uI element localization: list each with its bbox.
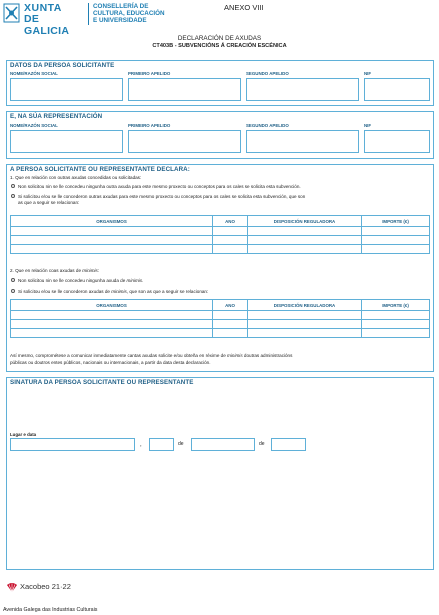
header-divider [88, 3, 89, 25]
xacobeo-logo [6, 581, 86, 595]
declaration-title: A PERSOA SOLICITANTE OU REPRESENTANTE DECLARA: [10, 166, 190, 173]
q1-option-yes-radio[interactable] [11, 194, 15, 198]
table2-header-organisms: ORGANISMOS [11, 300, 213, 311]
de-label-2: de [259, 441, 265, 447]
aid-table-2 [10, 299, 430, 338]
representative-surname1-label: PRIMEIRO APELIDO [128, 123, 171, 128]
applicant-nif-field[interactable] [364, 78, 430, 101]
commitment-line1: Así mesmo, comprométese a comunicar inmediatamente cantas axudas solicite e/ou obteña en réxime de minimis doutras administracións [10, 353, 293, 358]
applicant-surname1-field[interactable] [128, 78, 241, 101]
table2-header-regulation: DISPOSICIÓN REGULADORA [248, 300, 362, 311]
applicant-surname1-label: PRIMEIRO APELIDO [128, 71, 171, 76]
applicant-name-label: NOME/RAZÓN SOCIAL [10, 71, 58, 76]
form-title: DECLARACIÓN DE AXUDAS [177, 35, 262, 42]
xunta-logo [3, 2, 83, 37]
annex-label: ANEXO VIII [224, 3, 264, 12]
xacobeo-text: Xacobeo 21·22 [20, 582, 71, 591]
applicant-surname2-field[interactable] [246, 78, 359, 101]
year-field[interactable] [271, 438, 306, 451]
day-field[interactable] [149, 438, 174, 451]
question-1: 1. Que en relación con outras axudas concedidas ou solicitadas: [10, 175, 142, 180]
q2-option-no-radio[interactable] [11, 278, 15, 282]
table1-header-regulation: DISPOSICIÓN REGULADORA [248, 216, 362, 227]
representative-name-field[interactable] [10, 130, 123, 153]
q1-option-yes-label-line2: as que a seguir se relacionan: [18, 200, 80, 205]
table2-header-year: ANO [213, 300, 248, 311]
place-date-label: Lugar e data [10, 432, 37, 437]
table1-header-year: ANO [213, 216, 248, 227]
table-row [11, 236, 430, 245]
representative-surname2-label: SEGUNDO APELIDO [246, 123, 289, 128]
logo-line2: DE GALICIA [24, 13, 70, 37]
dept-line1: CONSELLERÍA DE [93, 3, 149, 10]
signature-section [6, 377, 434, 570]
xacobeo-shell-icon [6, 581, 18, 593]
aid-table-1 [10, 215, 430, 254]
q1-option-yes-label-line1: Si solicitou e/ou se lle concederon outras axudas para este mesmo proxecto ou conceptos para os cales se solicita esta subvención, que son [18, 193, 306, 199]
q1-option-no-label: Non solicitou nin se lle concedeu ningunha outra axuda para este mesmo proxecto ou conceptos para os cales se solicita esta subvención. [18, 183, 301, 189]
table-row [11, 329, 430, 338]
q2-option-yes-radio[interactable] [11, 289, 15, 293]
q2-option-yes-label: Si solicitou e/ou se lle concederon axudas de minimis, que son as que a seguir se relacionan: [18, 288, 209, 294]
place-field[interactable] [10, 438, 135, 451]
table2-header-amount: IMPORTE (€) [362, 300, 430, 311]
representative-name-label: NOME/RAZÓN SOCIAL [10, 123, 58, 128]
form-subtitle: CT403B - SUBVENCIÓNS Á CREACIÓN ESCÉNICA [152, 43, 287, 49]
question-2: 2. Que en relación coas axudas de minimis: [10, 268, 100, 273]
logo-line1: XUNTA [24, 2, 62, 14]
representative-surname1-field[interactable] [128, 130, 241, 153]
xunta-emblem-icon [3, 3, 20, 23]
de-label-1: de [178, 441, 184, 447]
q1-option-no-radio[interactable] [11, 184, 15, 188]
representative-nif-field[interactable] [364, 130, 430, 153]
representative-nif-label: NIF [364, 123, 372, 128]
dept-line3: E UNIVERSIDADE [93, 17, 147, 24]
representative-title: E, NA SÚA REPRESENTACIÓN [10, 113, 103, 120]
table-row [11, 320, 430, 329]
applicant-nif-label: NIF [364, 71, 372, 76]
table-row [11, 227, 430, 236]
month-field[interactable] [191, 438, 255, 451]
applicant-name-field[interactable] [10, 78, 123, 101]
table1-header-amount: IMPORTE (€) [362, 216, 430, 227]
signature-title: SINATURA DA PERSOA SOLICITANTE OU REPRESENTANTE [10, 379, 194, 386]
comma-separator: , [140, 442, 142, 448]
applicant-surname2-label: SEGUNDO APELIDO [246, 71, 289, 76]
representative-surname2-field[interactable] [246, 130, 359, 153]
table-row [11, 311, 430, 320]
dept-line2: CULTURA, EDUCACIÓN [93, 10, 165, 17]
q2-option-no-label: Non solicitou nin se lle concedeu ningunha axuda de minimis. [18, 277, 144, 283]
applicant-title: DATOS DA PERSOA SOLICITANTE [10, 62, 115, 69]
footer-address: Avenida Galega das Industrias Culturais [3, 607, 98, 613]
table-row [11, 245, 430, 254]
table1-header-organisms: ORGANISMOS [11, 216, 213, 227]
commitment-line2: públicas ou doutros entes públicos, nacionais ou internacionais, a partir da data desta declaración. [10, 360, 211, 365]
